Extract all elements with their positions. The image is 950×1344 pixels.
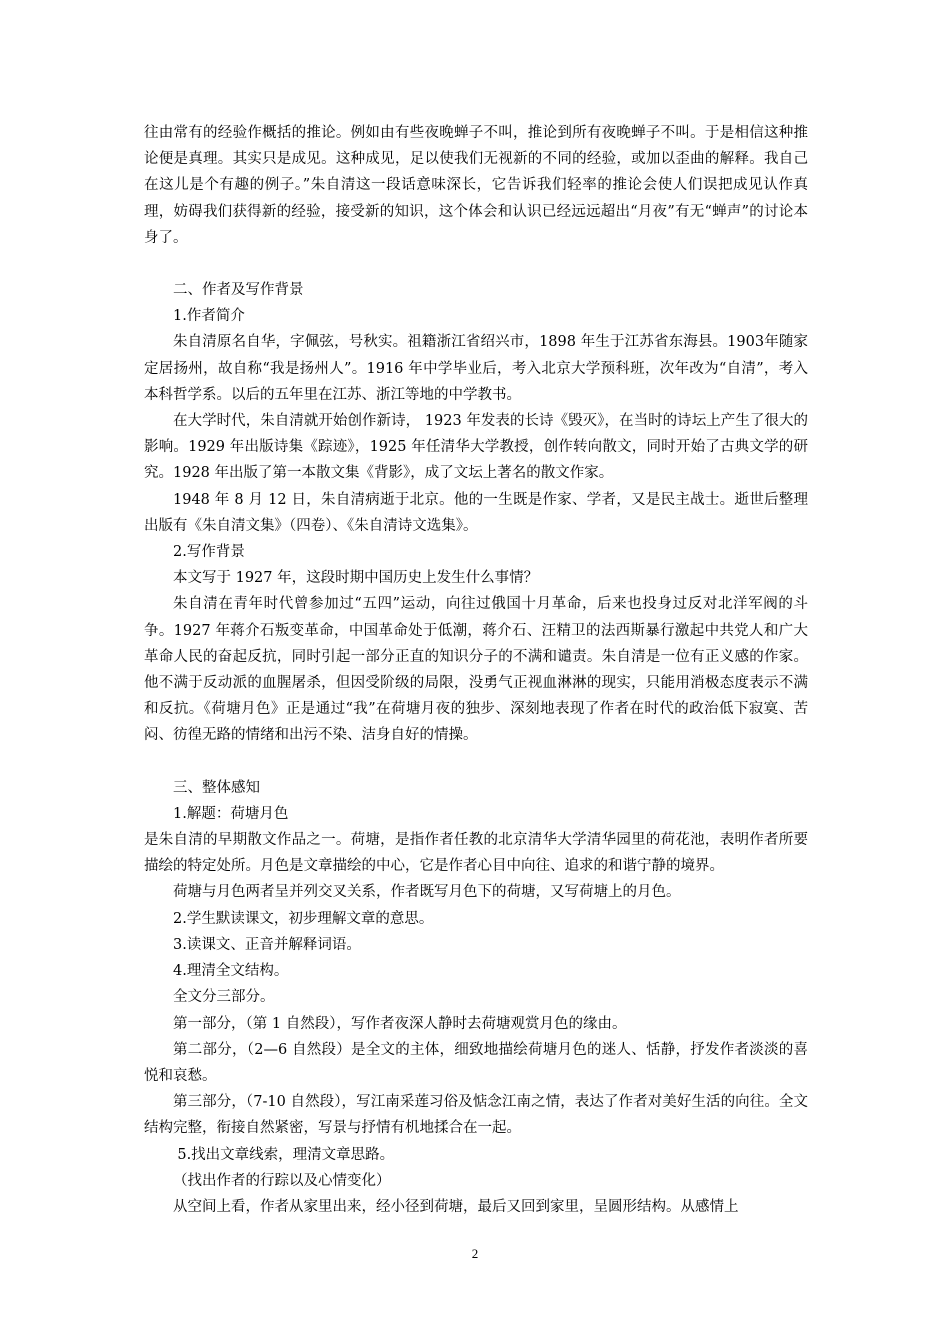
- paragraph-three-parts: 全文分三部分。: [173, 989, 275, 1006]
- page-number: 2: [471, 1246, 479, 1261]
- paragraph-spacer: [144, 251, 808, 277]
- subheading-title-explanation: 1.解题：荷塘月色: [173, 805, 289, 822]
- paragraph-part-one: 第一部分，（第 1 自然段），写作者夜深人静时去荷塘观赏月色的缘由。: [173, 1015, 627, 1032]
- subheading-writing-background: 2.写作背景: [173, 544, 245, 561]
- paragraph-death: 1948 年 8 月 12 日，朱自清病逝于北京。他的一生既是作家、学者，又是民主战士。逝世后整理出版有《朱自清文集》（四卷）、《朱自清诗文选集》。: [144, 491, 808, 534]
- paragraph-university-years: 在大学时代，朱自清就开始创作新诗， 1923 年发表的长诗《毁灭》，在当时的诗坛上产生了很大的影响。1929 年出版诗集《踪迹》，1925 年任清华大学教授，创作转向散文，同时开始了古典文学的研究。1928 年出版了第一本散文集《背影》，成了文坛上著名的散文作家。: [144, 413, 808, 482]
- paragraph-part-two: 第二部分，（2—6 自然段）是全文的主体，细致地描绘荷塘月色的迷人、恬静，抒发作者淡淡的喜悦和哀愁。: [144, 1041, 808, 1084]
- paragraph-relationship: 荷塘与月色两者呈并列交叉关系，作者既写月色下的荷塘，又写荷塘上的月色。: [173, 884, 681, 901]
- list-item-structure: 4.理清全文结构。: [173, 963, 289, 980]
- paragraph-spacer: [144, 749, 808, 775]
- paragraph-historical-context: 朱自清在青年时代曾参加过“五四”运动，向往过俄国十月革命，后来也投身过反对北洋军阀的斗争。1927 年蒋介石叛变革命，中国革命处于低潮，蒋介石、汪精卫的法西斯暴行激起中共党人和广大革命人民的奋起反抗，同时引起一部分正直的知识分子的不满和谴责。朱自清是一位有正义感的作家。他不满于反动派的血腥屠杀，但因受阶级的局限，没勇气正视血淋淋的现实，只能用消极态度表示不满和反抗。《荷塘月色》正是通过“我”在荷塘月夜的独步、深刻地表现了作者在时代的政治低下寂寞、苦闷、彷徨无路的情绪和出污不染、洁身自好的情操。: [144, 596, 808, 744]
- paragraph-question-1927: 本文写于 1927 年，这段时期中国历史上发生什么事情？: [173, 570, 539, 587]
- list-item-clues: 5.找出文章线索，理清文章思路。: [177, 1146, 395, 1163]
- paragraph-part-three: 第三部分，（7-10 自然段），写江南采莲习俗及惦念江南之情，表达了作者对美好生活的向往。全文结构完整，衔接自然紧密，写景与抒情有机地揉合在一起。: [144, 1094, 808, 1137]
- paragraph-continuation: 往由常有的经验作概括的推论。例如由有些夜晚蝉子不叫，推论到所有夜晚蝉子不叫。于是相信这种推论便是真理。其实只是成见。这种成见，足以使我们无视新的不同的经验，或加以歪曲的解释。我自己在这儿是个有趣的例子。”朱自清这一段话意味深长，它告诉我们轻率的推论会使人们误把成见认作真理，妨碍我们获得新的经验，接受新的知识，这个体会和认识已经远远超出“月夜”有无“蝉声”的讨论本身了。: [144, 125, 808, 246]
- paragraph-spatial-view: 从空间上看，作者从家里出来，经小径到荷塘，最后又回到家里，呈圆形结构。从感情上: [173, 1198, 739, 1215]
- section-heading-author-background: 二、作者及写作背景: [173, 282, 304, 299]
- list-item-pronunciation: 3.读课文、正音并解释词语。: [173, 936, 361, 953]
- paragraph-author-bio: 朱自清原名自华，字佩弦，号秋实。祖籍浙江省绍兴市，1898 年生于江苏省东海县。1903年随家定居扬州，故自称“我是扬州人”。1916 年中学毕业后，考入北京大学预科班，次年改为“自清”，考入本科哲学系。以后的五年里在江苏、浙江等地的中学教书。: [144, 334, 808, 403]
- paragraph-title-meaning: 是朱自清的早期散文作品之一。荷塘，是指作者任教的北京清华大学清华园里的荷花池，表明作者所要描绘的特定处所。月色是文章描绘的中心，它是作者心目中向往、追求的和谐宁静的境界。: [144, 832, 808, 875]
- paragraph-find-route: （找出作者的行踪以及心情变化）: [173, 1172, 391, 1189]
- list-item-silent-reading: 2.学生默读课文，初步理解文章的意思。: [173, 910, 434, 927]
- subheading-author-intro: 1.作者简介: [173, 308, 245, 325]
- section-heading-overall-perception: 三、整体感知: [173, 779, 260, 796]
- document-body: [144, 120, 808, 1220]
